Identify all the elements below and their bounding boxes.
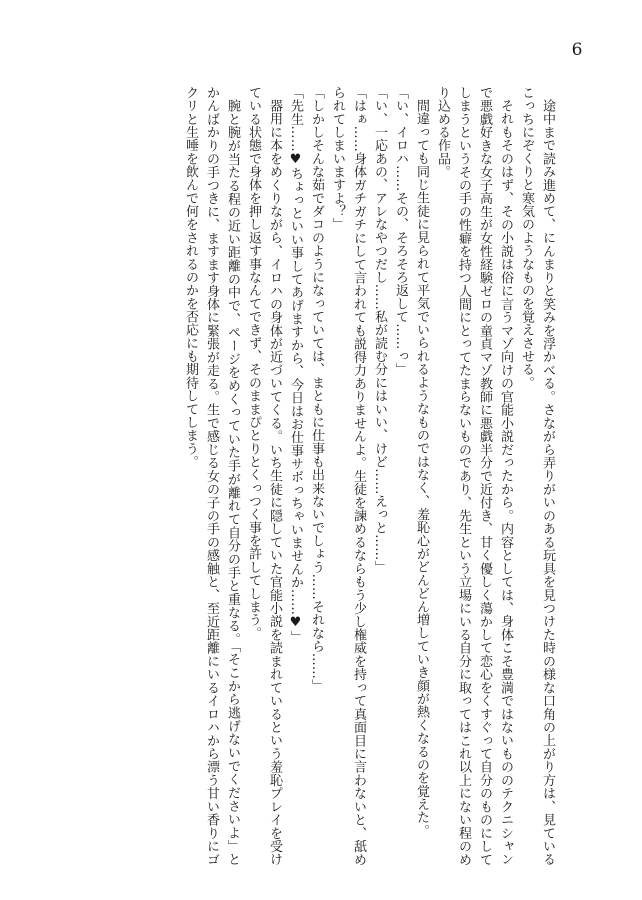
dialogue-line: 「い、イロハ……その、そろそろ返して……っ」 <box>393 86 408 376</box>
narration-paragraph: それもそのはず、その小説は俗に言うマゾ向けの官能小説だったから。内容としては、身体こそ豊満ではないもののテクニシャンで悪戯好きな女子高生が女性経験ゼロの童貞マゾ教師に悪戯半分で近付き、甘く優しく蕩かして恋心をくすぐって自分のものにしてしまうというその手の性癖を持つ人間にとってたまらないものであり、先生という立場にいる自分に取ってはこれ以上にない程のめり込める作品。 <box>435 86 513 866</box>
narration-paragraph: 器用に本をめくりながら、イロハの身体が近づいてくる。いち生徒に隠していた官能小説を読まれているという羞恥プレイを受けている状態で身体を押し返す事なんてできず、そのままぴとりとくっつく事を許してしまう。 <box>246 86 282 866</box>
dialogue-line: 「い、一応あの、アレなやつだし……私が読む分にはいい、けど……えっと……」 <box>372 86 387 574</box>
page-number: 6 <box>571 40 583 60</box>
body-text <box>100 86 558 866</box>
dialogue-line: 「先生……♥ちょっといい事してあげますから、今日はお仕事サボっちゃいませんか……♥」 <box>288 86 303 644</box>
narration-paragraph: 腕と腕が当たる程の近い距離の中で、ページをめくっていた手が離れて自分の手と重なる。「そこから逃げないでくださいよ」とかんばかりの手つきに、ますます身体に緊張が走る。生で感じる女の子の手の感触と、至近距離にいるイロハから漂う甘い香りにゴクリと生唾を飲んで何をされるのかを否応にも期待してしまう。 <box>183 86 240 866</box>
narration-paragraph: 途中まで読み進めて、にんまりと笑みを浮かべる。さながら弄りがいのある玩具を見つけた時の様な口角の上がり方は、見ているこっちにぞくりと寒気のようなものを覚えさせる。 <box>519 86 555 866</box>
dialogue-line: 「しかしそんな茹でダコのようになっていては、まともに仕事も出来ないでしょう……それなら……」 <box>309 86 324 693</box>
narration-paragraph: 間違っても同じ生徒に見られて平気でいられるようなものではなく、羞恥心がどんどん増していき顔が熱くなるのを覚えた。 <box>414 99 429 838</box>
dialogue-line: 「はぁ……身体ガチガチにして言われても説得力ありませんよ。生徒を諫めるならもう少し権威を持って真面目に言わないと、舐められてしまいますよ？」 <box>330 86 366 866</box>
